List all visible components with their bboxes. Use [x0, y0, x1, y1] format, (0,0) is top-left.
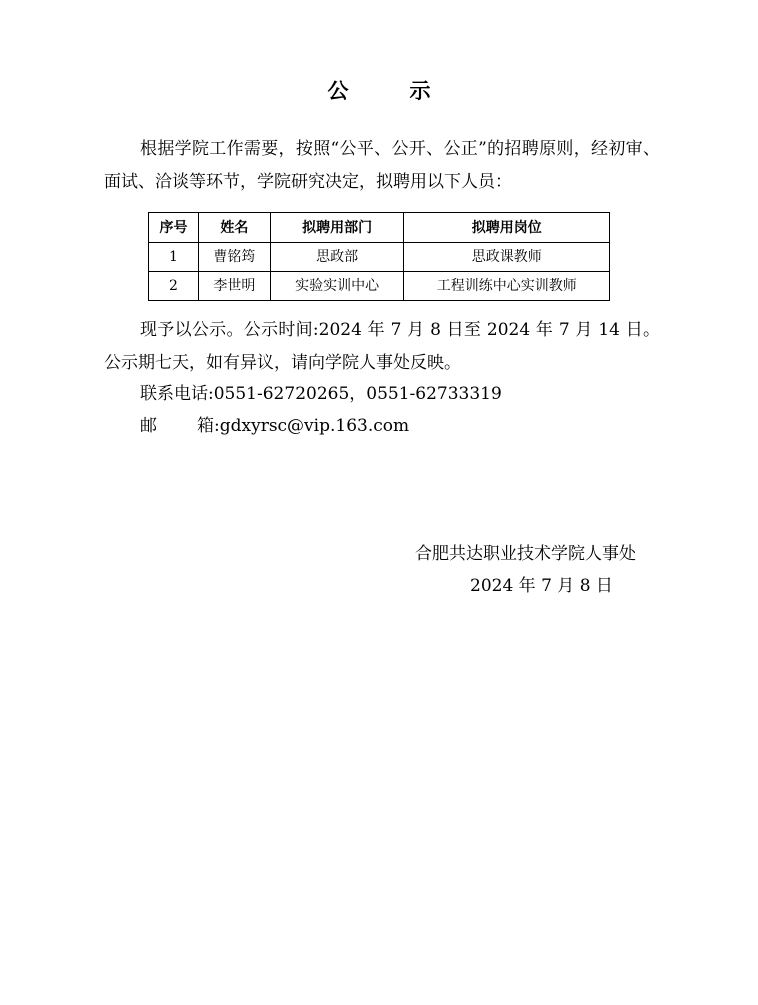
- header-name: 姓名: [198, 213, 270, 243]
- email-label-part2: 箱:: [197, 416, 220, 436]
- notice-title: 公 示: [327, 79, 451, 103]
- contact-phone-label: 联系电话:: [140, 384, 214, 404]
- table-header-row: [149, 213, 610, 243]
- contact-email-line: [140, 410, 409, 443]
- table-row: [149, 243, 610, 272]
- cell-name: 曹铭筠: [198, 243, 270, 272]
- header-index: 序号: [149, 213, 199, 243]
- contact-phone-line: [140, 378, 502, 411]
- signature-date: 2024 年 7 月 8 日: [470, 576, 613, 596]
- cell-index: 2: [149, 272, 199, 301]
- table-row: [149, 272, 610, 301]
- cell-position: 工程训练中心实训教师: [404, 272, 610, 301]
- email-label-part1: 邮: [140, 416, 157, 436]
- email-value: gdxyrsc@vip.163.com: [219, 416, 410, 436]
- cell-department: 思政部: [270, 243, 404, 272]
- header-department: 拟聘用部门: [270, 213, 404, 243]
- hiring-table: [148, 212, 610, 301]
- contact-phone-value: 0551-62720265，0551-62733319: [213, 384, 502, 404]
- cell-name: 李世明: [198, 272, 270, 301]
- intro-paragraph: 根据学院工作需要，按照“公平、公开、公正”的招聘原则，经初审、面试、洽谈等环节，学院研究决定，拟聘用以下人员：: [104, 139, 660, 192]
- cell-index: 1: [149, 243, 199, 272]
- signature-organization: 合肥共达职业技术学院人事处: [415, 544, 636, 564]
- cell-department: 实验实训中心: [270, 272, 404, 301]
- cell-position: 思政课教师: [404, 243, 610, 272]
- header-position: 拟聘用岗位: [404, 213, 610, 243]
- publicity-paragraph: 现予以公示。公示时间:2024 年 7 月 8 日至 2024 年 7 月 14 日。公示期七天，如有异议，请向学院人事处反映。: [104, 320, 660, 373]
